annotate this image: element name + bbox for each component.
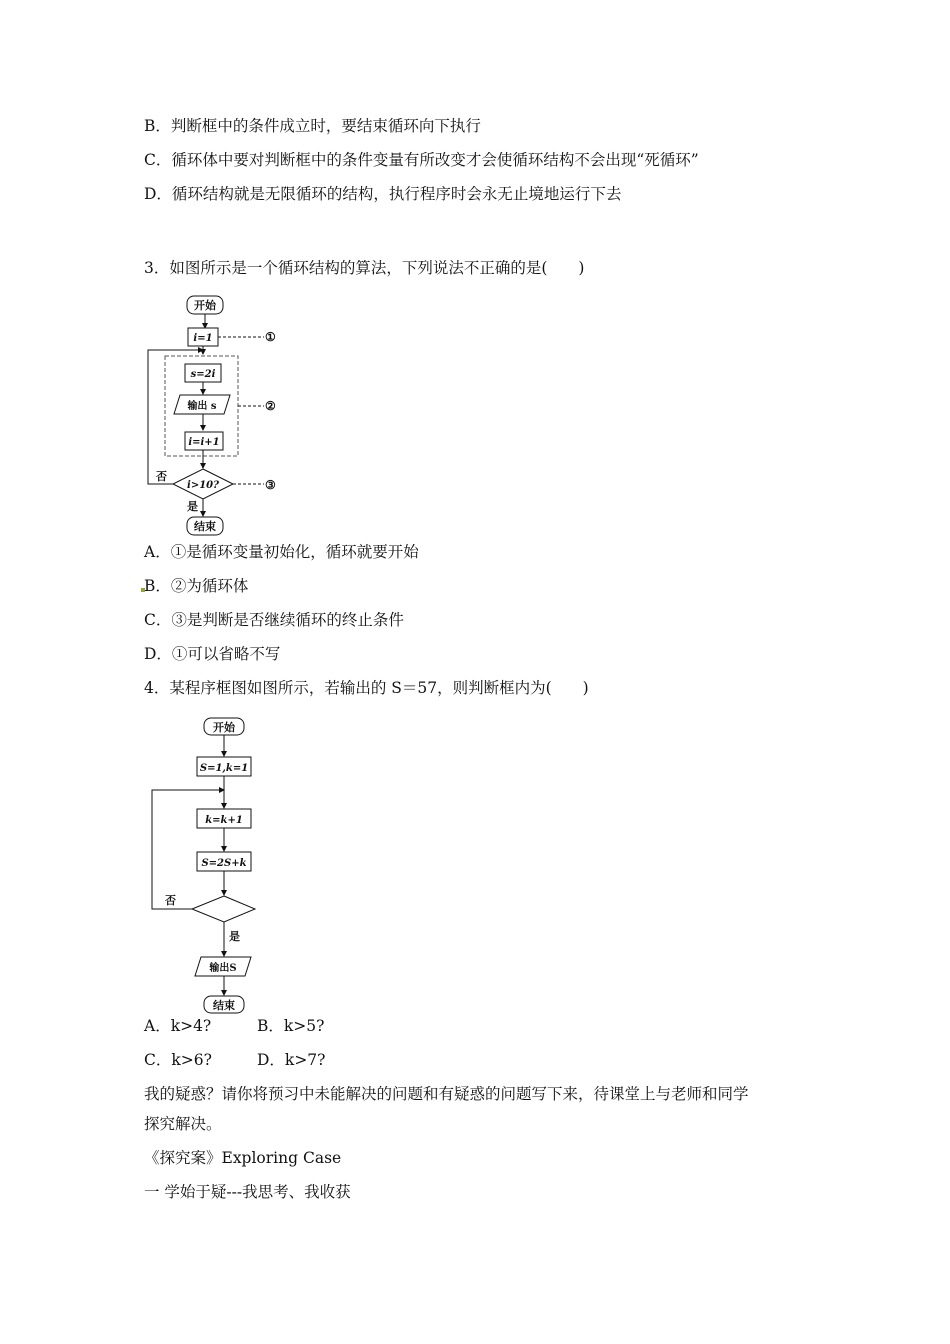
q4-start-label: 开始 xyxy=(213,721,235,734)
q3-output-label: 输出 s xyxy=(187,401,217,412)
q4-option-b: B．k>5? xyxy=(257,1017,325,1035)
q4-flowchart xyxy=(145,712,275,1017)
q2-option-d: D．循环结构就是无限循环的结构，执行程序时会永无止境地运行下去 xyxy=(144,185,622,203)
q3-mark-1: ① xyxy=(265,330,276,344)
q3-stem: 3．如图所示是一个循环结构的算法，下列说法不正确的是( ) xyxy=(144,259,585,277)
q4-decision-diamond xyxy=(192,896,255,922)
explore-case-title: 《探究案》Exploring Case xyxy=(144,1149,342,1167)
q4-step1-label: k=k+1 xyxy=(205,815,243,826)
q3-option-b: B．②为循环体 xyxy=(144,577,249,595)
q4-option-a: A．k>4? xyxy=(144,1017,212,1035)
q3-init-label: i=1 xyxy=(193,333,213,344)
q3-mark-2: ② xyxy=(265,399,276,413)
q4-option-c: C．k>6? xyxy=(144,1051,212,1069)
q2-option-b: B．判断框中的条件成立时，要结束循环向下执行 xyxy=(144,117,481,135)
q4-output-label: 输出S xyxy=(209,963,237,974)
doubt-line-2: 探究解决。 xyxy=(144,1115,222,1133)
section-1-title: 一 学始于疑---我思考、我收获 xyxy=(144,1183,351,1201)
q3-increment-label: i=i+1 xyxy=(188,437,220,448)
q4-stem: 4．某程序框图如图所示，若输出的 S＝57，则判断框内为( ) xyxy=(144,679,589,697)
q3-option-a: A．①是循环变量初始化，循环就要开始 xyxy=(144,543,419,561)
q3-option-d: D．①可以省略不写 xyxy=(144,645,281,663)
q4-yes-label: 是 xyxy=(229,930,240,943)
q3-option-c: C．③是判断是否继续循环的终止条件 xyxy=(144,611,404,629)
q3-flowchart xyxy=(140,290,310,540)
q4-no-label: 否 xyxy=(165,894,176,907)
q4-step2-label: S=2S+k xyxy=(201,858,247,869)
q3-start-label: 开始 xyxy=(194,299,216,312)
q3-end-label: 结束 xyxy=(194,520,216,533)
q3-assign-label: s=2i xyxy=(190,369,216,380)
q3-no-label: 否 xyxy=(156,470,167,483)
q3-decision-label: i>10? xyxy=(187,480,219,491)
q4-option-d: D．k>7? xyxy=(257,1051,326,1069)
q4-init-label: S=1,k=1 xyxy=(199,763,249,774)
doubt-line-1: 我的疑惑？请你将预习中未能解决的问题和有疑惑的问题写下来，待课堂上与老师和同学 xyxy=(144,1085,749,1103)
q4-end-label: 结束 xyxy=(213,999,235,1012)
q3-yes-label: 是 xyxy=(187,500,198,513)
q2-option-c: C．循环体中要对判断框中的条件变量有所改变才会使循环结构不会出现“死循环” xyxy=(144,151,699,169)
q3-mark-3: ③ xyxy=(265,478,276,492)
